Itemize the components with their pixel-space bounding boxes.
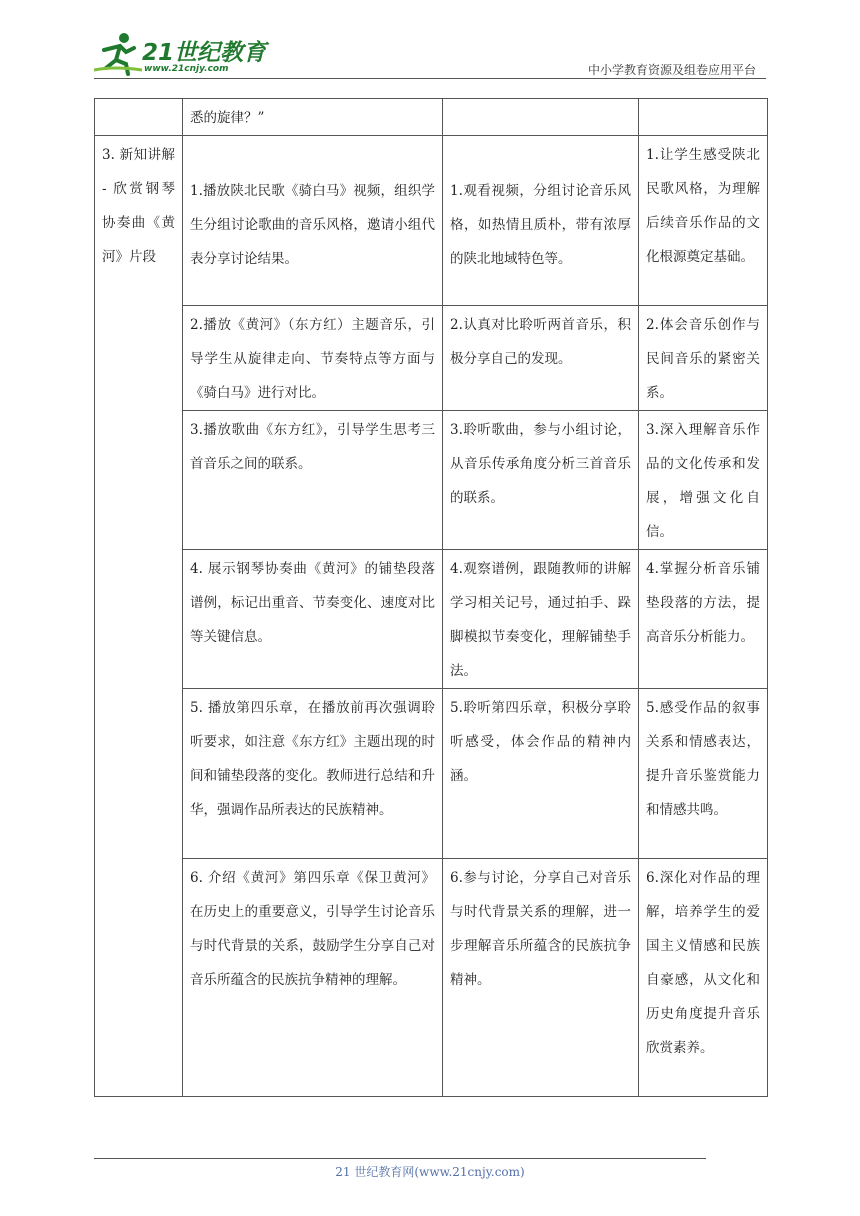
platform-name: 中小学教育资源及组卷应用平台: [587, 63, 756, 77]
table-cell: [443, 99, 639, 136]
table-cell: [95, 99, 183, 136]
table-row: [95, 859, 768, 1097]
logo-url: www.21cnjy.com: [144, 64, 229, 74]
design-intent: 3.深入理解音乐作品的文化传承和发展，增强文化自信。: [639, 411, 768, 550]
teacher-activity: 1.播放陕北民歌《骑白马》视频，组织学生分组讨论歌曲的音乐风格，邀请小组代表分享讨论结果。: [183, 136, 443, 306]
student-activity: 1.观看视频，分组讨论音乐风格，如热情且质朴，带有浓厚的陕北地域特色等。: [443, 136, 639, 306]
design-intent: 6.深化对作品的理解，培养学生的爱国主义情感和民族自豪感，从文化和历史角度提升音乐欣赏素养。: [639, 859, 768, 1097]
student-activity: 6.参与讨论，分享自己对音乐与时代背景关系的理解，进一步理解音乐所蕴含的民族抗争精神。: [443, 859, 639, 1097]
student-activity: 2.认真对比聆听两首音乐，积极分享自己的发现。: [443, 306, 639, 411]
student-activity: 4.观察谱例，跟随教师的讲解学习相关记号，通过拍手、跺脚模拟节奏变化，理解铺垫手法。: [443, 550, 639, 689]
teacher-activity: 2.播放《黄河》（东方红）主题音乐，引导学生从旋律走向、节奏特点等方面与《骑白马》进行对比。: [183, 306, 443, 411]
logo-text: 21世纪教育: [142, 40, 267, 66]
table-cell: 悉的旋律？”: [183, 99, 443, 136]
phase-cell: 3. 新知讲解 - 欣赏钢琴协奏曲《黄河》片段: [95, 136, 183, 1097]
student-activity: 5.聆听第四乐章，积极分享聆听感受，体会作品的精神内涵。: [443, 689, 639, 859]
table-row: [95, 306, 768, 411]
table-row: [95, 689, 768, 859]
teacher-activity: 5. 播放第四乐章，在播放前再次强调聆听要求，如注意《东方红》主题出现的时间和铺垫段落的变化。教师进行总结和升华，强调作品所表达的民族精神。: [183, 689, 443, 859]
teacher-activity: 4. 展示钢琴协奏曲《黄河》的铺垫段落谱例，标记出重音、节奏变化、速度对比等关键信息。: [183, 550, 443, 689]
table-row: [95, 136, 768, 306]
design-intent: 5.感受作品的叙事关系和情感表达，提升音乐鉴赏能力和情感共鸣。: [639, 689, 768, 859]
design-intent: 4.掌握分析音乐铺垫段落的方法，提高音乐分析能力。: [639, 550, 768, 689]
student-activity: 3.聆听歌曲，参与小组讨论，从音乐传承角度分析三首音乐的联系。: [443, 411, 639, 550]
header-divider: [94, 78, 766, 79]
lesson-plan-table: [94, 98, 768, 1097]
page-header: [94, 30, 766, 78]
table-row: [95, 411, 768, 550]
logo: [94, 30, 274, 76]
design-intent: 2.体会音乐创作与民间音乐的紧密关系。: [639, 306, 768, 411]
teacher-activity: 6. 介绍《黄河》第四乐章《保卫黄河》在历史上的重要意义，引导学生讨论音乐与时代背景的关系，鼓励学生分享自己对音乐所蕴含的民族抗争精神的理解。: [183, 859, 443, 1097]
table-row: [95, 550, 768, 689]
runner-logo-icon: [94, 30, 144, 76]
table-cell: [639, 99, 768, 136]
footer-divider: [94, 1158, 706, 1159]
page-footer: 21 世纪教育网(www.21cnjy.com): [335, 1165, 525, 1179]
table-row: [95, 99, 768, 136]
design-intent: 1.让学生感受陕北民歌风格，为理解后续音乐作品的文化根源奠定基础。: [639, 136, 768, 306]
teacher-activity: 3.播放歌曲《东方红》，引导学生思考三首音乐之间的联系。: [183, 411, 443, 550]
